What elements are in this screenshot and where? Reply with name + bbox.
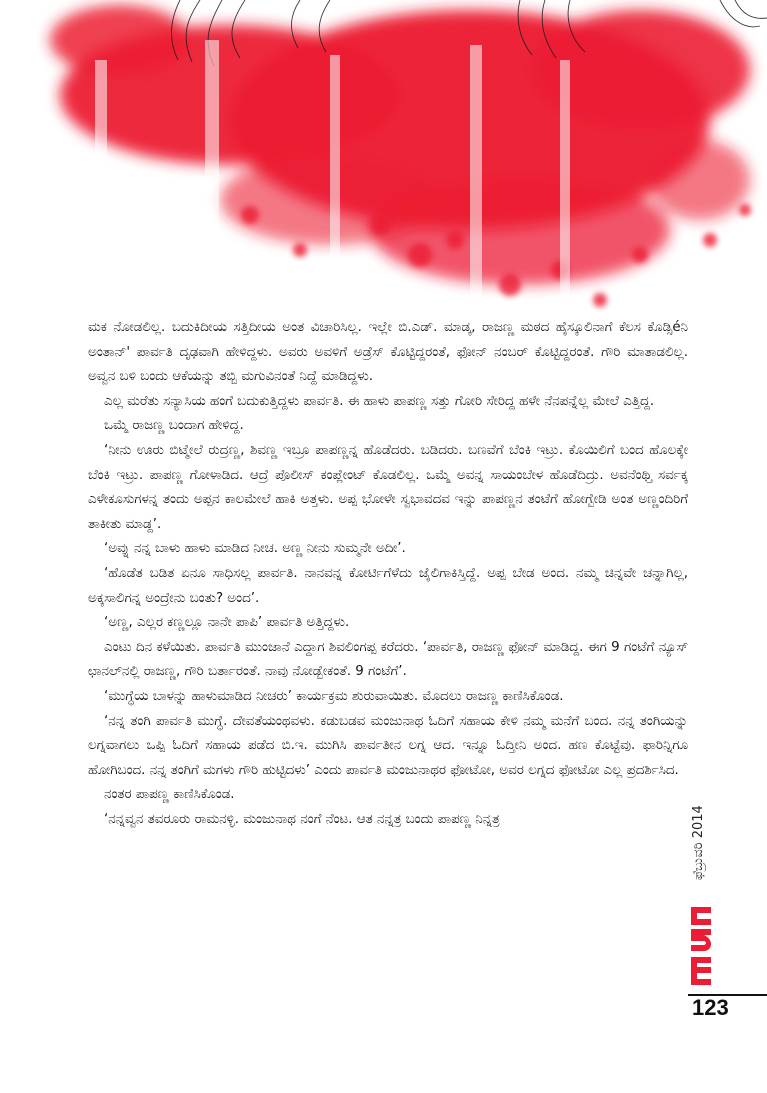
paragraph: ಎಲ್ಲ ಮರೆತು ಸನ್ಯಾಸಿಯ ಹಂಗೆ ಬದುಕುತ್ತಿದ್ದಳು ಪಾರ್ವತಿ. ಈ ಹಾಳು ಪಾಪಣ್ಣ ಸತ್ತು ಗೋರಿ ಸೇರಿದ್ದ ಹಳೇ ನೆನಪನ್ನೆಲ್ಲ ಮೇಲೆ ಎತ್ತಿದ್ದ.	[104, 393, 655, 409]
magazine-logo	[688, 905, 714, 987]
header-illustration	[0, 0, 767, 318]
paragraph: ‘ನನ್ನ ತಂಗಿ ಪಾರ್ವತಿ ಮುಗ್ಧೆ. ದೇವತೆಯಂಥವಳು. ಕಡುಬಡವ ಮಂಜುನಾಥ ಓದಿಗೆ ಸಹಾಯ ಕೇಳಿ ನಮ್ಮ ಮನೆಗೆ ಬಂದ. ನನ್ನ ತಂಗಿಯನ್ನು ಲಗ್ನವಾಗಲು ಒಪ್ಪಿ ಓದಿಗೆ ಸಹಾಯ ಪಡೆದ ಬಿ.ಇ. ಮುಗಿಸಿ ಪಾರ್ವತೀನ ಲಗ್ನ ಆದ. ಇನ್ನೂ ಓದ್ತೀನಿ ಅಂದ. ಹಣ ಕೊಟ್ಟೆವು. ಫಾರಿನ್ನಿಗೂ ಹೋಗಿಬಂದ. ನನ್ನ ತಂಗಿಗೆ ಮಗಳು ಗೌರಿ ಹುಟ್ಟಿದಳು’ ಎಂದು ಪಾರ್ವತಿ ಮಂಜುನಾಥರ ಫೋಟೋ, ಅವರ ಲಗ್ನದ ಫೋಟೋ ಎಲ್ಲ ಪ್ರದರ್ಶಿಸಿದ.	[88, 713, 688, 778]
paragraph: ನಂತರ ಪಾಪಣ್ಣ ಕಾಣಿಸಿಕೊಂಡ.	[104, 787, 235, 803]
issue-date: ಫೆಬ್ರುವರಿ 2014	[691, 805, 706, 880]
paragraph: ಎಂಟು ದಿನ ಕಳೆಯಿತು. ಪಾರ್ವತಿ ಮುಂಜಾನೆ ಎದ್ದಾಗ ಶಿವಲಿಂಗಪ್ಪ ಕರೆದರು. ‘ಪಾರ್ವತಿ, ರಾಜಣ್ಣ ಫೋನ್ ಮಾಡಿದ್ದ. ಈಗ 9 ಗಂಟೆಗೆ ನ್ಯೂಸ್ ಛಾನಲ್‌ನಲ್ಲಿ ರಾಜಣ್ಣ, ಗೌರಿ ಬರ್ತಾರಂತೆ. ನಾವು ನೋಡ್ಬೇಕಂತೆ. 9 ಗಂಟೆಗೆ’.	[88, 639, 688, 680]
paragraph: ‘ನನ್ನವ್ವನ ತವರೂರು ರಾಮನಳ್ಳಿ. ಮಂಜುನಾಥ ನಂಗೆ ನೆಂಟ. ಆತ ನನ್ನತ್ರ ಬಂದು ಪಾಪಣ್ಣ ನಿನ್ನತ್ರ	[104, 811, 500, 827]
paragraph: ‘ನೀನು ಊರು ಬಿಟ್ಮೇಲೆ ರುದ್ರಣ್ಣ, ಶಿವಣ್ಣ ಇಬ್ರೂ ಪಾಪಣ್ಣನ್ನ ಹೊಡೆದರು. ಬಡಿದರು. ಬಣವೆಗೆ ಬೆಂಕಿ ಇಟ್ರು. ಕೊಯಿಲಿಗೆ ಬಂದ ಹೊಲಕ್ಕೇ ಬೆಂಕಿ ಇಟ್ರು. ಪಾಪಣ್ಣ ಗೋಳಾಡಿದ. ಆದ್ರೆ ಪೊಲೀಸ್ ಕಂಪ್ಲೇಂಟ್ ಕೊಡಲಿಲ್ಲ. ಒಮ್ಮೆ ಅವನ್ನ ಸಾಯಂಬೇಳ ಹೊಡೆದಿದ್ರು. ಅವನೆಂಥ್ತಿ ಸರ್ವಕ್ಕ ಎಳೇಕೂಸುಗಳನ್ನ ತಂದು ಅಪ್ಪನ ಕಾಲಮೇಲೆ ಹಾಕಿ ಅತ್ತಳು. ಅಪ್ಪ ಭೋಳೇ ಸ್ವಭಾವದವ ಇನ್ನು ಪಾಪಣ್ಣನ ತಂಟೆಗೆ ಹೋಗ್ಬೇಡಿ ಅಂತ ಅಣ್ಣಂದಿರಿಗೆ ತಾಕೀತು ಮಾಡ್ದ’.	[88, 442, 688, 532]
mayura-logo-icon	[688, 905, 714, 987]
paragraph: ‘ಅವ್ನು ನನ್ನ ಬಾಳು ಹಾಳು ಮಾಡಿದ ನೀಚ. ಅಣ್ಣ ನೀನು ಸುಮ್ಮನೇ ಅದೀ’.	[104, 541, 406, 557]
page-number: 123	[692, 995, 729, 1020]
red-splash-artwork	[0, 0, 767, 318]
paragraph: ಒಮ್ಮೆ ರಾಜಣ್ಣ ಬಂದಾಗ ಹೇಳಿದ್ದ.	[104, 418, 244, 434]
paragraph: ಮಕ ನೋಡಲಿಲ್ಲ. ಬದುಕಿದೀಯ ಸತ್ತಿದೀಯ ಅಂತ ವಿಚಾರಿಸಿಲ್ಲ. ಇಲ್ಲೇ ಬಿ.ಎಡ್. ಮಾಡ್ಕ, ರಾಜಣ್ಣ ಮಠದ ಹೈಸ್ಕೂಲಿನಾಗೆ ಕೆಲಸ ಕೊಡ್ಸಿéನಿ ಅಂತಾನ್' ಪಾರ್ವತಿ ದೃಢವಾಗಿ ಹೇಳಿದ್ದಳು. ಅವರು ಅವಳಿಗೆ ಅಡ್ರೆಸ್ ಕೊಟ್ಟಿದ್ದರಂತೆ, ಫೋನ್ ನಂಬರ್ ಕೊಟ್ಟಿದ್ದರಂತೆ. ಗೌರಿ ಮಾತಾಡಲಿಲ್ಲ. ಅವ್ವನ ಬಳಿ ಬಂದು ಆಕೆಯನ್ನು ತಬ್ಬಿ ಮಗುವಿನಂತೆ ನಿದ್ದೆ ಮಾಡಿದ್ದಳು.	[88, 320, 688, 385]
paragraph: ‘ಅಣ್ಣ, ಎಲ್ಲರ ಕಣ್ಣಲ್ಲೂ ನಾನೇ ಪಾಪಿ’ ಪಾರ್ವತಿ ಅತ್ತಿದ್ದಳು.	[104, 615, 350, 631]
paragraph: ‘ಮುಗ್ಧೆಯ ಬಾಳನ್ನು ಹಾಳುಮಾಡಿದ ನೀಚರು’ ಕಾರ್ಯಕ್ರಮ ಶುರುವಾಯಿತು. ಮೊದಲು ರಾಜಣ್ಣ ಕಾಣಿಸಿಕೊಂಡ.	[104, 688, 564, 704]
article-body	[88, 316, 688, 832]
paragraph: ‘ಹೊಡೆತ ಬಡಿತ ಏನೂ ಸಾಧಿಸಲ್ಲ ಪಾರ್ವತಿ. ನಾನವನ್ನ ಕೋರ್ಟಿಗೆಳೆದು ಜೈಲಿಗಾಕಿಸ್ತಿದ್ದೆ. ಅಪ್ಪ ಬೇಡ ಅಂದ. ನಮ್ಮ ಚಿನ್ನವೇ ಚನ್ನಾಗಿಲ್ಲ, ಅಕ್ಕಸಾಲಿಗನ್ನ ಅಂದ್ರೇನು ಬಂತು? ಅಂದ’.	[88, 565, 688, 606]
